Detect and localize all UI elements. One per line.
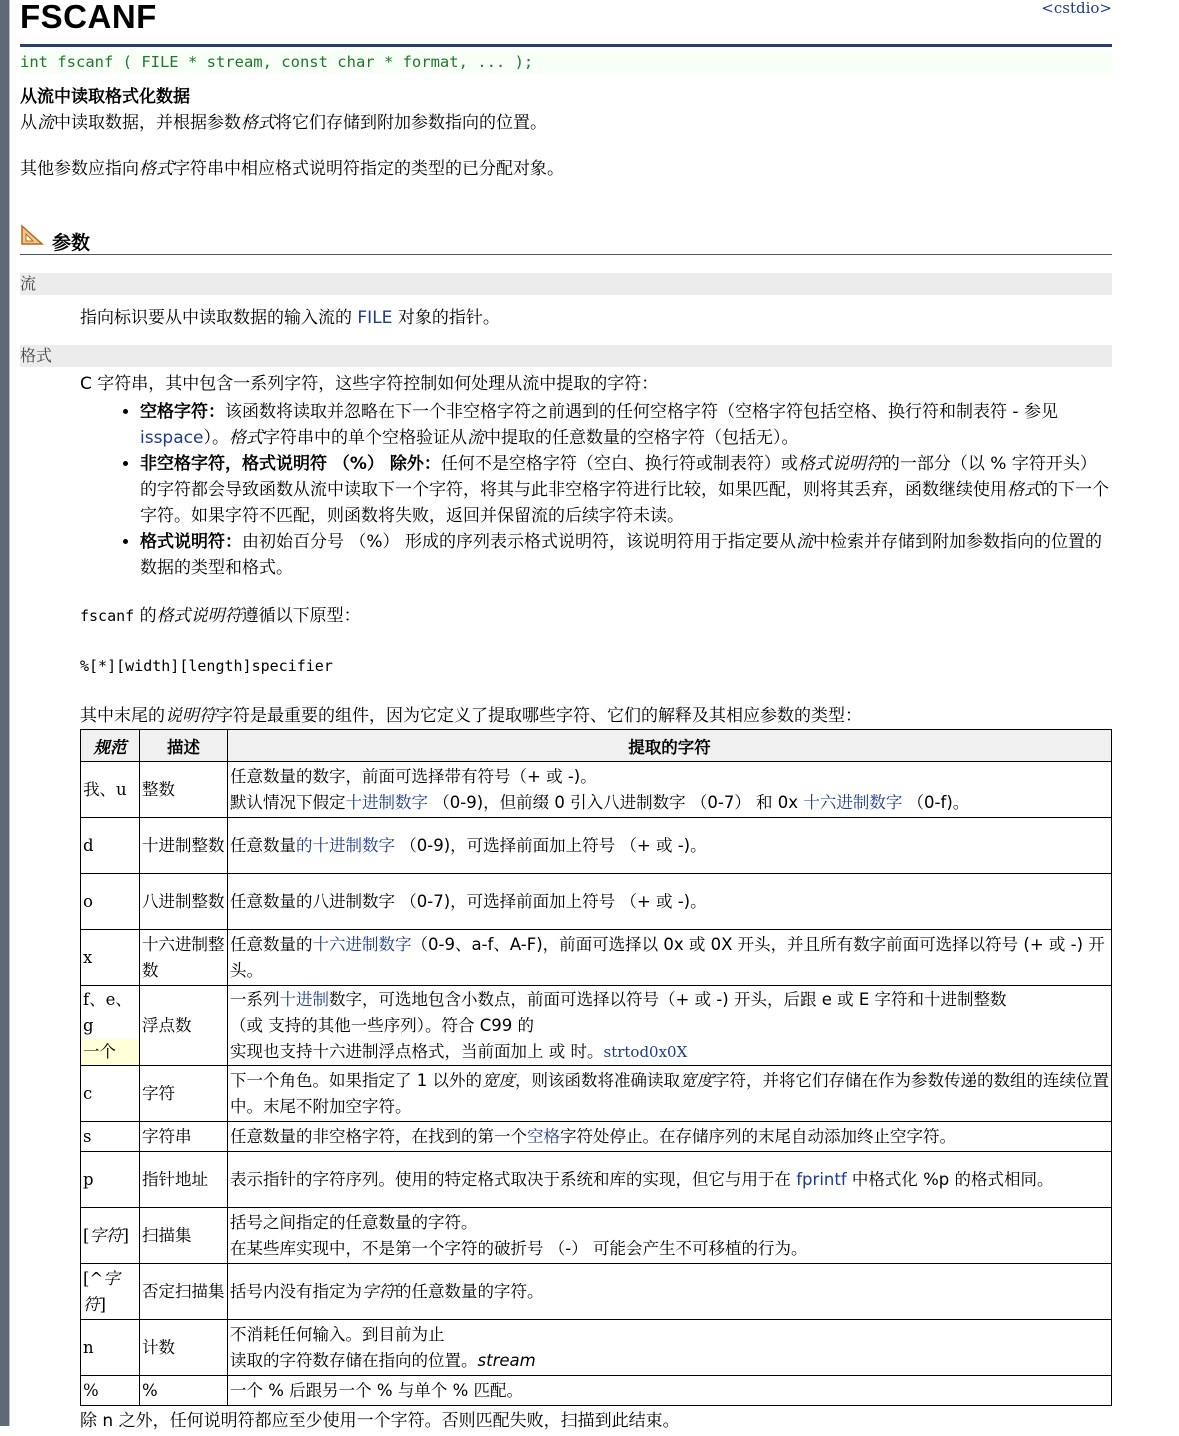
desc-cell: 否定扫描集: [140, 1264, 228, 1320]
table-row: [81, 874, 1112, 930]
header-desc: 描述: [140, 730, 228, 762]
header-spec: 规范: [81, 730, 140, 762]
spec-cell: n: [81, 1320, 140, 1376]
spec-cell: [字符]: [81, 1208, 140, 1264]
bullet-whitespace: • 空格字符：该函数将读取并忽略在下一个非空格字符之前遇到的任何空格字符（空格字符包括空格、换行符和制表符 - 参见 isspace）。格式字符串中的单个空格验证从流中提取的任意数量的空格字符（包括无）。: [140, 399, 1112, 451]
desc-cell: 浮点数: [140, 986, 228, 1066]
spec-cell: c: [81, 1066, 140, 1122]
decimal-digits-link[interactable]: 十进制数字: [345, 792, 428, 812]
section-heading: 参数: [52, 232, 91, 254]
param-term-stream: 流: [20, 273, 1112, 295]
chars-cell: 任意数量的十进制数字 （0-9)，可选择前面加上符号 （+ 或 -)。: [228, 818, 1112, 874]
format-intro: C 字符串，其中包含一系列字符，这些字符控制如何处理从流中提取的字符：: [80, 374, 659, 394]
format-bullets: [80, 399, 1112, 581]
desc-cell: 指针地址: [140, 1152, 228, 1208]
spec-cell: s: [81, 1122, 140, 1152]
decimal-link[interactable]: 十进制: [279, 989, 329, 1009]
decimal-digits-link[interactable]: 的十进制数字: [296, 835, 395, 855]
table-intro: 其中末尾的说明符字符是最重要的组件，因为它定义了提取哪些字符、它们的解释及其相应参数的类型：: [80, 706, 862, 726]
spec-cell: x: [81, 930, 140, 986]
whitespace-link[interactable]: 空格: [527, 1126, 560, 1146]
table-footer-note: 除 n 之外，任何说明符都应至少使用一个字符。否则匹配失败，扫描到此结束。: [80, 1411, 680, 1431]
table-row: [81, 930, 1112, 986]
table-header-row: [81, 730, 1112, 762]
chars-cell: 括号内没有指定为字符的任意数量的字符。: [228, 1264, 1112, 1320]
spec-cell: 我、u: [81, 762, 140, 818]
desc-cell: 整数: [140, 762, 228, 818]
function-summary: 从流中读取格式化数据: [20, 87, 190, 107]
spec-cell: p: [81, 1152, 140, 1208]
param-desc-format: [20, 371, 1112, 729]
desc-cell: 八进制整数: [140, 874, 228, 930]
table-row: [81, 1066, 1112, 1122]
table-row: [81, 1208, 1112, 1264]
chars-cell: 任意数量的非空格字符，在找到的第一个空格字符处停止。在存储序列的末尾自动添加终止空字符。: [228, 1122, 1112, 1152]
spec-cell: [^字符]: [81, 1264, 140, 1320]
section-icon: [20, 224, 44, 246]
left-border-inner: [9, 0, 10, 1426]
table-row: [81, 1320, 1112, 1376]
desc-cell: 扫描集: [140, 1208, 228, 1264]
table-row: [81, 762, 1112, 818]
desc-cell: 十进制整数: [140, 818, 228, 874]
page-header: [20, 0, 1112, 47]
desc-cell: 计数: [140, 1320, 228, 1376]
param-desc-stream: 指向标识要从中读取数据的输入流的 FILE 对象的指针。: [80, 308, 500, 328]
desc-cell: 十六进制整数: [140, 930, 228, 986]
param-term-format: 格式: [20, 345, 1112, 367]
chars-cell: 下一个角色。如果指定了 1 以外的宽度，则该函数将准确读取宽度字符，并将它们存储在作为参数传递的数组的连续位置中。末尾不附加空字符。: [228, 1066, 1112, 1122]
chars-cell: 一个 % 后跟另一个 % 与单个 % 匹配。: [228, 1376, 1112, 1406]
section-parameters: [20, 222, 1112, 255]
intro-paragraph-2: 其他参数应指向格式字符串中相应格式说明符指定的类型的已分配对象。: [20, 159, 564, 179]
chars-cell: 不消耗任何输入。到目前为止 读取的字符数存储在指向的位置。stream: [228, 1320, 1112, 1376]
desc-cell: %: [140, 1376, 228, 1406]
spec-cell: f、e、g 一个: [81, 986, 140, 1066]
header-chars: 提取的字符: [228, 730, 1112, 762]
desc-cell: 字符串: [140, 1122, 228, 1152]
spec-cell: d: [81, 818, 140, 874]
table-row: [81, 1376, 1112, 1406]
table-row: [81, 818, 1112, 874]
chars-cell: 括号之间指定的任意数量的字符。 在某些库实现中，不是第一个字符的破折号 （-） 可能会产生不可移植的行为。: [228, 1208, 1112, 1264]
specifier-prototype: %[*][width][length]specifier: [80, 657, 333, 675]
chars-cell: 任意数量的八进制数字 （0-7)，可选择前面加上符号 （+ 或 -)。: [228, 874, 1112, 930]
strtod-link[interactable]: strtod0x0X: [603, 1042, 688, 1061]
page-title: FSCANF: [20, 0, 157, 35]
left-border: [0, 0, 9, 1426]
fprintf-link[interactable]: fprintf: [796, 1169, 847, 1189]
table-row: [81, 1152, 1112, 1208]
table-row: [81, 1122, 1112, 1152]
table-row: [81, 1264, 1112, 1320]
specifier-table: [80, 729, 1112, 1406]
chars-cell: 表示指针的字符序列。使用的特定格式取决于系统和库的实现，但它与用于在 fprintf 中格式化 %p 的格式相同。: [228, 1152, 1112, 1208]
header-library-link[interactable]: <cstdio>: [1041, 0, 1112, 17]
reference-page: [20, 0, 1112, 1436]
desc-cell: 字符: [140, 1066, 228, 1122]
spec-cell: %: [81, 1376, 140, 1406]
hex-digits-link[interactable]: 十六进制数字: [803, 792, 903, 812]
spec-cell: o: [81, 874, 140, 930]
hex-digits-link[interactable]: 十六进制数字: [312, 934, 412, 954]
function-prototype: int fscanf ( FILE * stream, const char * format, ... );: [20, 50, 1112, 74]
intro-paragraph-1: 从流中读取数据，并根据参数格式将它们存储到附加参数指向的位置。: [20, 113, 547, 133]
table-row: [81, 986, 1112, 1066]
chars-cell: 任意数量的数字，前面可选择带有符号（+ 或 -)。 默认情况下假定十进制数字 （0-9)，但前缀 0 引入八进制数字 （0-7） 和 0x 十六进制数字 （0-f)。: [228, 762, 1112, 818]
file-link[interactable]: FILE: [357, 308, 393, 328]
isspace-link[interactable]: isspace: [140, 428, 204, 448]
chars-cell: 任意数量的十六进制数字（0-9、a-f、A-F)，前面可选择以 0x 或 0X 开头，并且所有数字前面可选择以符号 (+ 或 -) 开头。: [228, 930, 1112, 986]
specifier-prototype-intro: fscanf 的格式说明符遵循以下原型：: [80, 606, 361, 626]
bullet-non-whitespace: • 非空格字符，格式说明符 （%） 除外：任何不是空格字符（空白、换行符或制表符）或格式说明符的一部分（以 % 字符开头）的字符都会导致函数从流中读取下一个字符，将其与此非空格字符进行比较，如果匹配，则将其丢弃，函数继续使用格式的下一个字符。如果字符不匹配，则函数将失败，返回并保留流的后续字符未读。: [140, 451, 1112, 529]
bullet-format-specifier: • 格式说明符：由初始百分号 （%） 形成的序列表示格式说明符，该说明符用于指定要从流中检索并存储到附加参数指向的位置的数据的类型和格式。: [140, 529, 1112, 581]
chars-cell: 一系列十进制数字，可选地包含小数点，前面可选择以符号（+ 或 -) 开头，后跟 e 或 E 字符和十进制整数 （或 支持的其他一些序列）。符合 C99 的 实现也支持十六进制浮点格式，当前面加上 或 时。strtod0x0X: [228, 986, 1112, 1066]
